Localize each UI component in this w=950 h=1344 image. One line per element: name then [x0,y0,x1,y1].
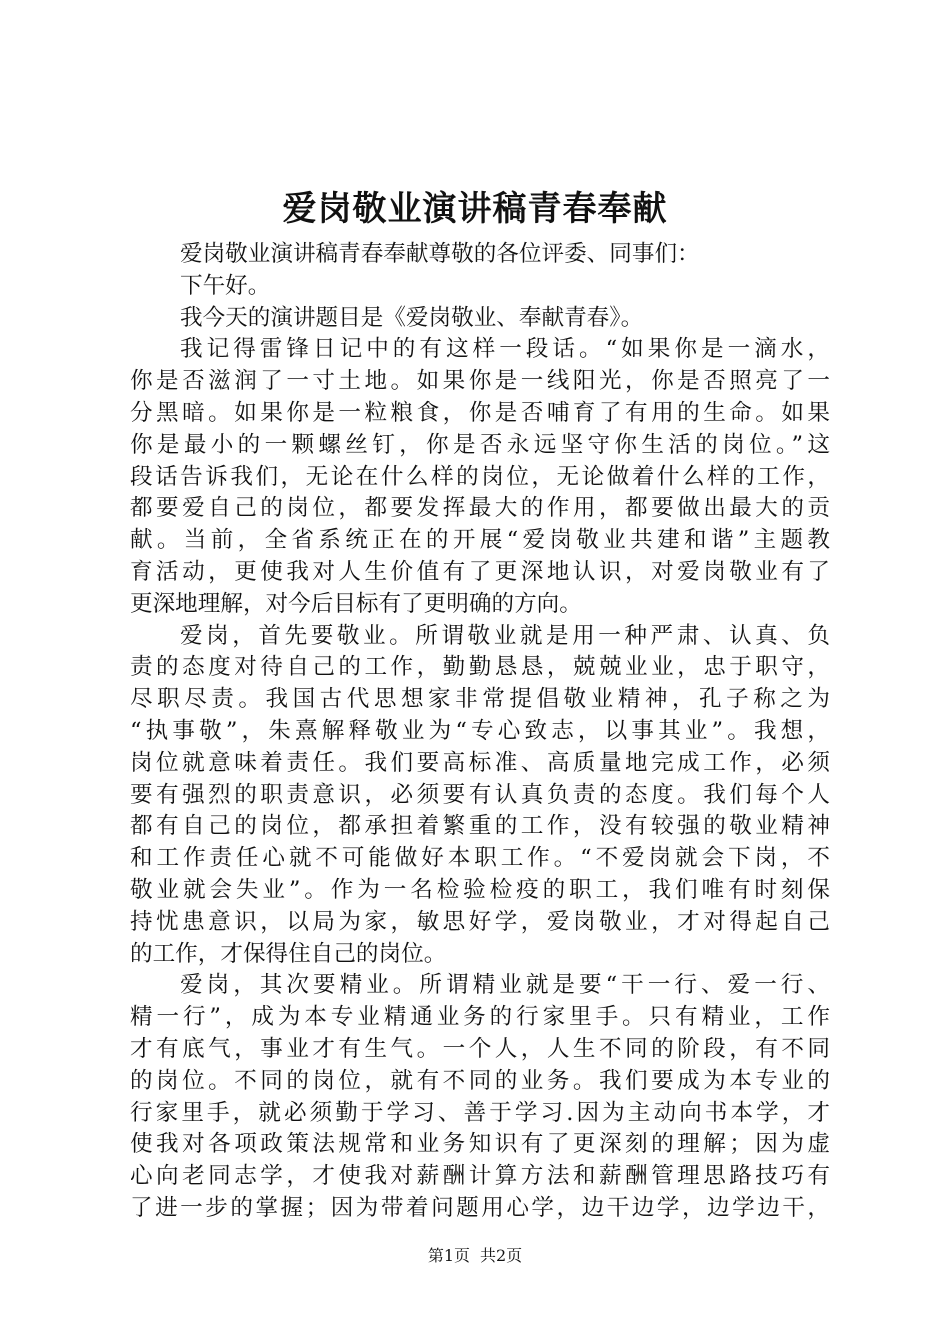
text-line: 你是最小的一颗螺丝钉，你是否永远坚守你生活的岗位。”这 [130,431,830,458]
text-line: 我今天的演讲题目是《爱岗敬业、奉献青春》。 [180,304,644,331]
text-line: 你是否滋润了一寸土地。如果你是一线阳光，你是否照亮了一 [130,368,830,395]
page-total: 共2页 [480,1246,523,1265]
text-line: 下午好。 [180,272,271,299]
text-line: 爱岗，首先要敬业。所谓敬业就是用一种严肃、认真、负 [180,622,830,649]
document-title: 爱岗敬业演讲稿青春奉献 [282,189,668,229]
text-line: 要有强烈的职责意识，必须要有认真负责的态度。我们每个人 [130,781,830,808]
text-line: 育活动，更使我对人生价值有了更深地认识，对爱岗敬业有了 [130,558,830,585]
text-line: 的岗位。不同的岗位，就有不同的业务。我们要成为本专业的 [130,1067,830,1094]
document-body [130,239,830,1225]
page-number: 第1页 [427,1246,470,1265]
text-line: 使我对各项政策法规常和业务知识有了更深刻的理解；因为虚 [130,1131,830,1158]
text-line: 责的态度对待自己的工作，勤勤恳恳，兢兢业业，忠于职守， [130,654,830,681]
text-line: 和工作责任心就不可能做好本职工作。“不爱岗就会下岗，不 [130,845,830,872]
text-line: 持忧患意识，以局为家，敏思好学，爱岗敬业，才对得起自己 [130,908,830,935]
text-line: 尽职尽责。我国古代思想家非常提倡敬业精神，孔子称之为 [130,686,830,713]
page-footer [0,1244,950,1268]
text-line: 的工作，才保得住自己的岗位。 [130,940,447,967]
text-line: 心向老同志学，才使我对薪酬计算方法和薪酬管理思路技巧有 [130,1163,830,1190]
text-line: 爱岗，其次要精业。所谓精业就是要“干一行、爱一行、 [180,972,830,999]
text-line: “执事敬”，朱熹解释敬业为“专心致志，以事其业”。我想， [130,717,830,744]
text-line: 献。当前，全省系统正在的开展“爱岗敬业共建和谐”主题教 [130,527,830,554]
text-line: 了进一步的掌握；因为带着问题用心学，边干边学，边学边干， [130,1194,830,1221]
text-line: 都要爱自己的岗位，都要发挥最大的作用，都要做出最大的贡 [130,495,830,522]
text-line: 爱岗敬业演讲稿青春奉献尊敬的各位评委、同事们： [180,241,700,267]
text-line: 精一行”，成为本专业精通业务的行家里手。只有精业，工作 [130,1004,830,1031]
text-line: 段话告诉我们，无论在什么样的岗位，无论做着什么样的工作， [130,463,830,490]
text-line: 行家里手，就必须勤于学习、善于学习.因为主动向书本学，才 [130,1099,830,1126]
text-line: 敬业就会失业”。作为一名检验检疫的职工，我们唯有时刻保 [130,876,830,903]
text-line: 才有底气，事业才有生气。一个人，人生不同的阶段，有不同 [130,1035,830,1062]
text-line: 分黑暗。如果你是一粒粮食，你是否哺育了有用的生命。如果 [130,399,830,426]
text-line: 岗位就意味着责任。我们要高标准、高质量地完成工作，必须 [130,749,830,776]
text-line: 更深地理解，对今后目标有了更明确的方向。 [130,590,582,617]
text-line: 我记得雷锋日记中的有这样一段话。“如果你是一滴水， [180,336,830,363]
text-line: 都有自己的岗位，都承担着繁重的工作，没有较强的敬业精神 [130,813,830,840]
